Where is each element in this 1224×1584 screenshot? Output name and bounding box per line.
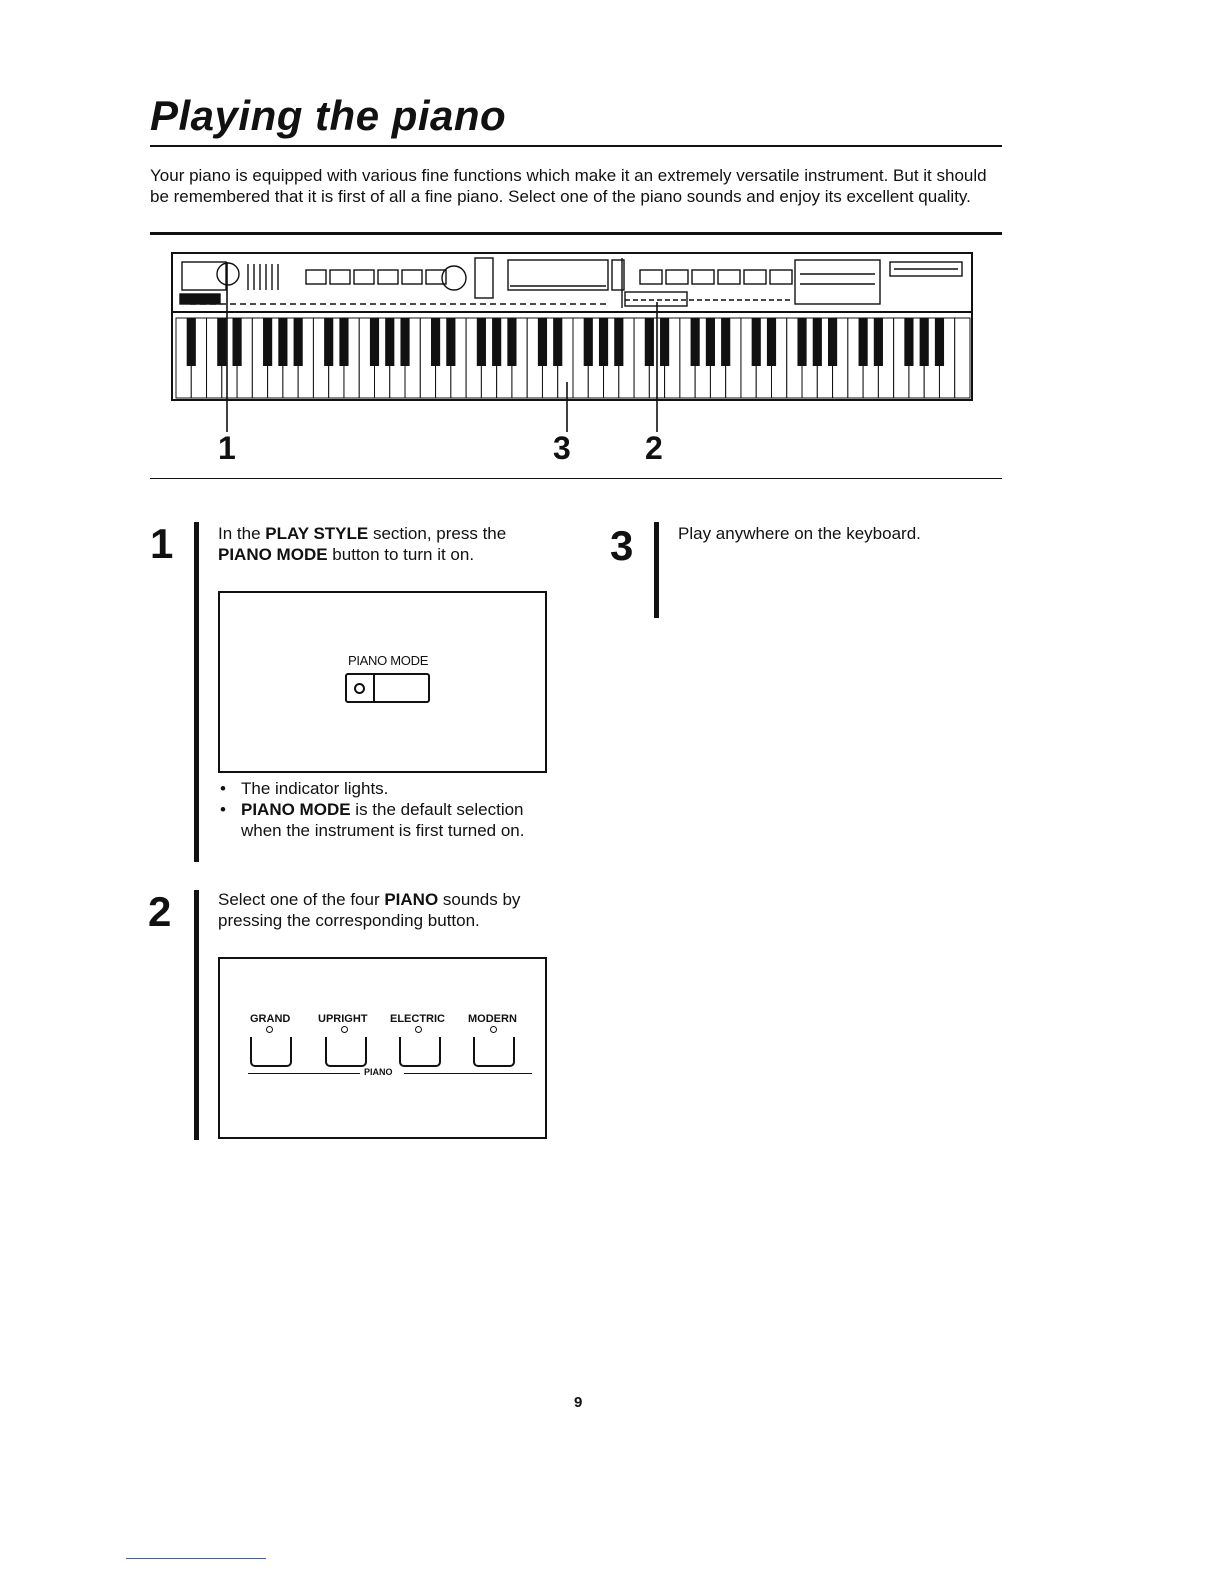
page-number: 9 bbox=[574, 1394, 583, 1411]
keyboard-drawing bbox=[170, 250, 980, 480]
black-key bbox=[385, 318, 394, 366]
piano-mode-panel bbox=[218, 591, 547, 773]
piano-sound-panel bbox=[218, 957, 547, 1139]
title-rule bbox=[150, 145, 1002, 147]
black-key bbox=[431, 318, 440, 366]
black-key bbox=[767, 318, 776, 366]
modern-button[interactable] bbox=[473, 1037, 515, 1067]
grand-button[interactable] bbox=[250, 1037, 292, 1067]
black-key bbox=[492, 318, 501, 366]
black-key bbox=[584, 318, 593, 366]
piano-group-line-left bbox=[248, 1073, 360, 1074]
step-1-number: 1 bbox=[150, 520, 174, 567]
step-2-instruction: Select one of the four PIANO sounds by pressing the corresponding button. bbox=[218, 890, 521, 930]
figure-rule bbox=[150, 478, 1002, 479]
electric-button[interactable] bbox=[399, 1037, 441, 1067]
upright-indicator-icon bbox=[341, 1026, 348, 1033]
black-key bbox=[278, 318, 287, 366]
electric-label: ELECTRIC bbox=[390, 1013, 445, 1025]
list-item: • PIANO MODE is the default selection when the instrument is first turned on. bbox=[218, 799, 538, 841]
black-key bbox=[263, 318, 272, 366]
step-3-number: 3 bbox=[610, 522, 634, 569]
black-key bbox=[797, 318, 806, 366]
modern-label: MODERN bbox=[468, 1013, 517, 1025]
white-key bbox=[955, 318, 970, 398]
black-key bbox=[400, 318, 409, 366]
grand-indicator-icon bbox=[266, 1026, 273, 1033]
black-key bbox=[477, 318, 486, 366]
black-key bbox=[874, 318, 883, 366]
piano-mode-label: PIANO MODE bbox=[218, 545, 328, 564]
upright-button[interactable] bbox=[325, 1037, 367, 1067]
black-key bbox=[187, 318, 196, 366]
step-1-bar bbox=[194, 522, 199, 862]
piano-mode-button[interactable] bbox=[345, 673, 430, 703]
indicator-light-icon bbox=[354, 683, 365, 694]
page-title: Playing the piano bbox=[150, 92, 507, 139]
step-2-bar bbox=[194, 890, 199, 1140]
black-key bbox=[691, 318, 700, 366]
black-key bbox=[538, 318, 547, 366]
intro-paragraph: Your piano is equipped with various fine functions which make it an extremely versatile instrument. But it should be remembered that it is first of all a fine piano. Select one of the piano sounds and enjoy its excellent quality. bbox=[150, 166, 987, 206]
black-key bbox=[324, 318, 333, 366]
intro-rule bbox=[150, 232, 1002, 235]
callout-label-3: 3 bbox=[553, 430, 571, 466]
modern-indicator-icon bbox=[490, 1026, 497, 1033]
list-item: • The indicator lights. bbox=[218, 778, 538, 799]
black-key bbox=[660, 318, 669, 366]
callout-label-1: 1 bbox=[218, 430, 236, 466]
black-key bbox=[828, 318, 837, 366]
piano-group-label: PIANO bbox=[364, 1067, 393, 1077]
black-key bbox=[935, 318, 944, 366]
black-key bbox=[859, 318, 868, 366]
black-key bbox=[645, 318, 654, 366]
piano-label: PIANO bbox=[384, 890, 439, 909]
black-key bbox=[599, 318, 608, 366]
black-key bbox=[294, 318, 303, 366]
black-key bbox=[721, 318, 730, 366]
black-key bbox=[507, 318, 516, 366]
upright-label: UPRIGHT bbox=[318, 1013, 368, 1025]
black-key bbox=[553, 318, 562, 366]
step-3-instruction: Play anywhere on the keyboard. bbox=[678, 524, 921, 543]
piano-mode-panel-label: PIANO MODE bbox=[348, 653, 429, 668]
black-key bbox=[232, 318, 241, 366]
black-key bbox=[920, 318, 929, 366]
black-key bbox=[614, 318, 623, 366]
step-1-notes bbox=[218, 778, 538, 841]
step-3-bar bbox=[654, 522, 659, 618]
step-2-number: 2 bbox=[148, 888, 172, 935]
black-key bbox=[339, 318, 348, 366]
black-key bbox=[217, 318, 226, 366]
black-key bbox=[752, 318, 761, 366]
black-key bbox=[813, 318, 822, 366]
step-1-instruction: In the PLAY STYLE section, press the PIANO MODE button to turn it on. bbox=[218, 524, 507, 564]
play-style-label: PLAY STYLE bbox=[265, 524, 369, 543]
footer-rule bbox=[126, 1558, 266, 1559]
black-key bbox=[706, 318, 715, 366]
black-key bbox=[370, 318, 379, 366]
grand-label: GRAND bbox=[250, 1013, 291, 1025]
callout-label-2: 2 bbox=[645, 430, 663, 466]
keyboard-illustration bbox=[170, 250, 980, 485]
piano-group-line-right bbox=[404, 1073, 532, 1074]
electric-indicator-icon bbox=[415, 1026, 422, 1033]
black-key bbox=[446, 318, 455, 366]
black-key bbox=[904, 318, 913, 366]
